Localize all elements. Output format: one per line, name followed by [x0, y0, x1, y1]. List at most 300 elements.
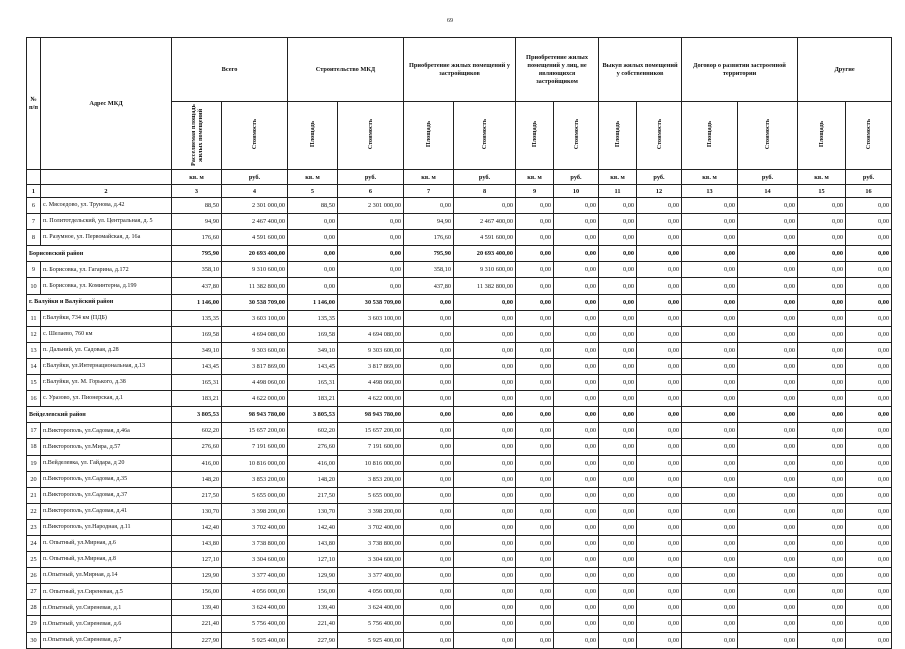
- value-cell: 0,00: [682, 246, 738, 262]
- value-cell: 0,00: [404, 358, 454, 374]
- value-cell: 9 303 600,00: [338, 342, 404, 358]
- value-cell: 0,00: [637, 198, 682, 214]
- row-number: 14: [27, 358, 41, 374]
- value-cell: 0,00: [516, 600, 554, 616]
- table-row: [27, 358, 892, 374]
- value-cell: 416,00: [172, 455, 222, 471]
- value-cell: 0,00: [846, 503, 892, 519]
- row-number: 28: [27, 600, 41, 616]
- address-cell: п.Опытный, ул.Сиреневая, д.6: [41, 616, 172, 632]
- value-cell: 0,00: [554, 375, 599, 391]
- header-sub-label: Площадь: [614, 121, 622, 148]
- value-cell: 5 756 400,00: [338, 616, 404, 632]
- header-sub-cell: [637, 102, 682, 170]
- address-cell: п.Викторополь, ул.Народная, д.11: [41, 519, 172, 535]
- value-cell: 0,00: [516, 310, 554, 326]
- value-cell: 0,00: [846, 616, 892, 632]
- column-number: 15: [798, 185, 846, 198]
- header-sub-cell: [222, 102, 288, 170]
- value-cell: 0,00: [798, 439, 846, 455]
- table-row: [27, 616, 892, 632]
- value-cell: 0,00: [846, 552, 892, 568]
- value-cell: 10 816 000,00: [338, 455, 404, 471]
- value-cell: 130,70: [288, 503, 338, 519]
- value-cell: 0,00: [404, 294, 454, 310]
- value-cell: 0,00: [599, 439, 637, 455]
- row-number: 17: [27, 423, 41, 439]
- value-cell: 0,00: [846, 439, 892, 455]
- value-cell: 0,00: [682, 487, 738, 503]
- value-cell: 0,00: [682, 198, 738, 214]
- value-cell: 0,00: [599, 342, 637, 358]
- value-cell: 227,90: [172, 632, 222, 648]
- value-cell: 0,00: [738, 423, 798, 439]
- value-cell: 3 377 400,00: [338, 568, 404, 584]
- value-cell: 0,00: [454, 632, 516, 648]
- value-cell: 0,00: [846, 310, 892, 326]
- value-cell: 2 467 400,00: [222, 214, 288, 230]
- value-cell: 0,00: [516, 391, 554, 407]
- value-cell: 0,00: [516, 616, 554, 632]
- value-cell: 143,80: [172, 535, 222, 551]
- header-sub-label: Стоимость: [367, 119, 374, 150]
- value-cell: 0,00: [682, 358, 738, 374]
- header-sub-label: Стоимость: [764, 119, 772, 150]
- value-cell: 276,60: [288, 439, 338, 455]
- value-cell: 0,00: [516, 262, 554, 278]
- value-cell: 0,00: [846, 568, 892, 584]
- value-cell: 0,00: [846, 358, 892, 374]
- value-cell: 0,00: [738, 375, 798, 391]
- value-cell: 0,00: [637, 519, 682, 535]
- value-cell: 0,00: [637, 439, 682, 455]
- value-cell: 0,00: [554, 535, 599, 551]
- value-cell: 0,00: [554, 568, 599, 584]
- value-cell: 183,21: [288, 391, 338, 407]
- value-cell: 0,00: [599, 471, 637, 487]
- value-cell: 0,00: [738, 342, 798, 358]
- value-cell: 0,00: [516, 535, 554, 551]
- value-cell: 0,00: [404, 342, 454, 358]
- address-cell: п. Дальний, ул. Садовая, д.28: [41, 342, 172, 358]
- value-cell: 0,00: [404, 503, 454, 519]
- header-group: Приобретение жилых помещений у застройщиков: [404, 38, 516, 102]
- table-row: [27, 487, 892, 503]
- value-cell: 0,00: [454, 342, 516, 358]
- value-cell: 0,00: [798, 584, 846, 600]
- value-cell: 15 657 200,00: [222, 423, 288, 439]
- address-cell: п. Опытный, ул.Мирная, д.6: [41, 535, 172, 551]
- value-cell: 0,00: [404, 407, 454, 423]
- value-cell: 15 657 200,00: [338, 423, 404, 439]
- value-cell: 0,00: [404, 423, 454, 439]
- value-cell: 0,00: [637, 632, 682, 648]
- row-number: 22: [27, 503, 41, 519]
- value-cell: 0,00: [516, 358, 554, 374]
- value-cell: 0,00: [798, 326, 846, 342]
- value-cell: 0,00: [454, 407, 516, 423]
- header-sub-label: Площадь: [706, 121, 714, 148]
- value-cell: 5 925 400,00: [222, 632, 288, 648]
- value-cell: 0,00: [738, 310, 798, 326]
- value-cell: 0,00: [338, 262, 404, 278]
- value-cell: 0,00: [338, 214, 404, 230]
- value-cell: 169,58: [172, 326, 222, 342]
- value-cell: 4 498 060,00: [222, 375, 288, 391]
- header-sub-cell: [404, 102, 454, 170]
- value-cell: 0,00: [288, 262, 338, 278]
- address-cell: п. Борисовка, ул. Гагарина, д.172: [41, 262, 172, 278]
- value-cell: 0,00: [798, 632, 846, 648]
- column-number: 16: [846, 185, 892, 198]
- district-name: г. Валуйки и Валуйский район: [27, 294, 172, 310]
- value-cell: 3 398 200,00: [222, 503, 288, 519]
- value-cell: 0,00: [554, 246, 599, 262]
- value-cell: 1 146,00: [288, 294, 338, 310]
- value-cell: 20 693 400,00: [222, 246, 288, 262]
- value-cell: 169,58: [288, 326, 338, 342]
- value-cell: 0,00: [682, 423, 738, 439]
- value-cell: 98 943 780,00: [338, 407, 404, 423]
- header-unit: кв. м: [288, 170, 338, 185]
- value-cell: 0,00: [738, 455, 798, 471]
- table-row: [27, 568, 892, 584]
- header-sub-cell: [682, 102, 738, 170]
- header-unit: кв. м: [516, 170, 554, 185]
- header-unit: руб.: [338, 170, 404, 185]
- value-cell: 227,90: [288, 632, 338, 648]
- value-cell: 7 191 600,00: [222, 439, 288, 455]
- value-cell: 0,00: [738, 632, 798, 648]
- value-cell: 0,00: [599, 198, 637, 214]
- table-row: [27, 455, 892, 471]
- value-cell: 0,00: [846, 326, 892, 342]
- value-cell: 142,40: [172, 519, 222, 535]
- value-cell: 0,00: [637, 278, 682, 294]
- row-number: 13: [27, 342, 41, 358]
- value-cell: 0,00: [554, 310, 599, 326]
- value-cell: 0,00: [846, 455, 892, 471]
- value-cell: 0,00: [637, 391, 682, 407]
- value-cell: 0,00: [454, 375, 516, 391]
- row-number: 20: [27, 471, 41, 487]
- value-cell: 0,00: [637, 600, 682, 616]
- address-cell: с. Уразово, ул. Пионерская, д.1: [41, 391, 172, 407]
- value-cell: 0,00: [798, 423, 846, 439]
- value-cell: 0,00: [454, 519, 516, 535]
- table-row: [27, 552, 892, 568]
- value-cell: 0,00: [637, 552, 682, 568]
- value-cell: 0,00: [516, 198, 554, 214]
- value-cell: 0,00: [404, 616, 454, 632]
- value-cell: 0,00: [682, 278, 738, 294]
- header-address: Адрес МКД: [41, 38, 172, 170]
- value-cell: 0,00: [798, 310, 846, 326]
- value-cell: 0,00: [738, 230, 798, 246]
- value-cell: 3 702 400,00: [222, 519, 288, 535]
- table-row: [27, 375, 892, 391]
- address-cell: п.Викторополь, ул.Садовая, д.37: [41, 487, 172, 503]
- value-cell: 0,00: [454, 568, 516, 584]
- header-group: Всего: [172, 38, 288, 102]
- value-cell: 3 817 869,00: [338, 358, 404, 374]
- value-cell: 0,00: [738, 246, 798, 262]
- value-cell: 0,00: [516, 503, 554, 519]
- table-row: [27, 391, 892, 407]
- table-row: [27, 519, 892, 535]
- value-cell: 0,00: [454, 584, 516, 600]
- value-cell: 0,00: [599, 407, 637, 423]
- value-cell: 176,60: [404, 230, 454, 246]
- address-cell: п.Викторополь, ул.Садовая, д.41: [41, 503, 172, 519]
- value-cell: 0,00: [599, 375, 637, 391]
- value-cell: 4 591 600,00: [222, 230, 288, 246]
- value-cell: 0,00: [599, 632, 637, 648]
- value-cell: 0,00: [637, 326, 682, 342]
- header-sub-cell: [738, 102, 798, 170]
- value-cell: 0,00: [554, 600, 599, 616]
- value-cell: 2 301 000,00: [222, 198, 288, 214]
- value-cell: 3 377 400,00: [222, 568, 288, 584]
- column-numbers-row: [27, 185, 892, 198]
- column-number: 10: [554, 185, 599, 198]
- value-cell: 3 738 800,00: [338, 535, 404, 551]
- row-number: 30: [27, 632, 41, 648]
- value-cell: 0,00: [637, 214, 682, 230]
- value-cell: 0,00: [637, 230, 682, 246]
- value-cell: 156,00: [288, 584, 338, 600]
- value-cell: 0,00: [738, 552, 798, 568]
- value-cell: 3 805,53: [172, 407, 222, 423]
- value-cell: 0,00: [554, 455, 599, 471]
- value-cell: 0,00: [798, 230, 846, 246]
- value-cell: 0,00: [554, 503, 599, 519]
- value-cell: 143,45: [172, 358, 222, 374]
- value-cell: 0,00: [404, 198, 454, 214]
- value-cell: 88,50: [172, 198, 222, 214]
- value-cell: 0,00: [738, 391, 798, 407]
- value-cell: 349,10: [288, 342, 338, 358]
- value-cell: 0,00: [288, 246, 338, 262]
- value-cell: 129,90: [172, 568, 222, 584]
- column-number: 2: [41, 185, 172, 198]
- value-cell: 0,00: [798, 568, 846, 584]
- table-row: [27, 262, 892, 278]
- value-cell: 0,00: [682, 294, 738, 310]
- value-cell: 0,00: [637, 535, 682, 551]
- header-groups-row: [27, 38, 892, 102]
- column-number: 12: [637, 185, 682, 198]
- value-cell: 148,20: [288, 471, 338, 487]
- value-cell: 5 925 400,00: [338, 632, 404, 648]
- value-cell: 0,00: [516, 342, 554, 358]
- value-cell: 139,40: [288, 600, 338, 616]
- header-sub-label: Расселяемая площадь жилых помещений: [189, 103, 204, 166]
- value-cell: 0,00: [404, 455, 454, 471]
- value-cell: 0,00: [846, 375, 892, 391]
- value-cell: 143,80: [288, 535, 338, 551]
- value-cell: 0,00: [738, 326, 798, 342]
- value-cell: 135,35: [288, 310, 338, 326]
- value-cell: 183,21: [172, 391, 222, 407]
- value-cell: 0,00: [516, 584, 554, 600]
- column-number: 1: [27, 185, 41, 198]
- value-cell: 2 301 000,00: [338, 198, 404, 214]
- value-cell: 0,00: [404, 439, 454, 455]
- value-cell: 0,00: [738, 616, 798, 632]
- value-cell: 0,00: [798, 294, 846, 310]
- value-cell: 0,00: [798, 535, 846, 551]
- row-number: 11: [27, 310, 41, 326]
- value-cell: 0,00: [637, 568, 682, 584]
- value-cell: 0,00: [846, 487, 892, 503]
- value-cell: 0,00: [637, 616, 682, 632]
- value-cell: 437,80: [172, 278, 222, 294]
- value-cell: 0,00: [404, 310, 454, 326]
- header-unit: руб.: [554, 170, 599, 185]
- value-cell: 0,00: [454, 487, 516, 503]
- row-number: 8: [27, 230, 41, 246]
- header-sub-label: Площадь: [309, 121, 316, 148]
- value-cell: 0,00: [554, 407, 599, 423]
- value-cell: 0,00: [846, 214, 892, 230]
- value-cell: 0,00: [682, 214, 738, 230]
- value-cell: 0,00: [554, 439, 599, 455]
- address-cell: п. Политотдельский, ул. Центральная, д. 5: [41, 214, 172, 230]
- value-cell: 0,00: [516, 407, 554, 423]
- value-cell: 130,70: [172, 503, 222, 519]
- value-cell: 0,00: [599, 519, 637, 535]
- value-cell: 0,00: [599, 535, 637, 551]
- value-cell: 0,00: [404, 326, 454, 342]
- value-cell: 98 943 780,00: [222, 407, 288, 423]
- value-cell: 0,00: [798, 375, 846, 391]
- value-cell: 5 655 000,00: [222, 487, 288, 503]
- value-cell: 0,00: [798, 455, 846, 471]
- value-cell: 0,00: [554, 471, 599, 487]
- value-cell: 0,00: [454, 552, 516, 568]
- value-cell: 0,00: [798, 503, 846, 519]
- value-cell: 3 817 869,00: [222, 358, 288, 374]
- value-cell: 0,00: [516, 326, 554, 342]
- value-cell: 5 655 000,00: [338, 487, 404, 503]
- column-number: 7: [404, 185, 454, 198]
- value-cell: 0,00: [798, 246, 846, 262]
- value-cell: 0,00: [599, 552, 637, 568]
- value-cell: 0,00: [454, 326, 516, 342]
- value-cell: 0,00: [454, 294, 516, 310]
- column-number: 6: [338, 185, 404, 198]
- value-cell: 0,00: [682, 310, 738, 326]
- value-cell: 0,00: [338, 246, 404, 262]
- value-cell: 4 591 600,00: [454, 230, 516, 246]
- value-cell: 0,00: [516, 230, 554, 246]
- value-cell: 0,00: [516, 568, 554, 584]
- value-cell: 0,00: [738, 278, 798, 294]
- value-cell: 4 622 000,00: [338, 391, 404, 407]
- row-number: 9: [27, 262, 41, 278]
- value-cell: 9 303 600,00: [222, 342, 288, 358]
- value-cell: 0,00: [637, 375, 682, 391]
- value-cell: 0,00: [516, 423, 554, 439]
- address-cell: с. Мясоедово, ул. Трунова, д.42: [41, 198, 172, 214]
- row-number: 24: [27, 535, 41, 551]
- value-cell: 0,00: [682, 568, 738, 584]
- value-cell: 0,00: [798, 391, 846, 407]
- address-cell: п. Разумное, ул. Первомайская, д. 16а: [41, 230, 172, 246]
- value-cell: 276,60: [172, 439, 222, 455]
- value-cell: 4 056 000,00: [338, 584, 404, 600]
- value-cell: 0,00: [846, 246, 892, 262]
- value-cell: 4 622 000,00: [222, 391, 288, 407]
- value-cell: 0,00: [599, 616, 637, 632]
- value-cell: 795,90: [172, 246, 222, 262]
- header-sub-cell: [516, 102, 554, 170]
- column-number: 5: [288, 185, 338, 198]
- value-cell: 0,00: [846, 535, 892, 551]
- value-cell: 0,00: [516, 552, 554, 568]
- value-cell: 4 694 080,00: [222, 326, 288, 342]
- table-row: [27, 535, 892, 551]
- address-cell: п.Опытный, ул.Сиреневая, д.1: [41, 600, 172, 616]
- header-sub-cell: [798, 102, 846, 170]
- address-cell: с. Шелаево, 760 км: [41, 326, 172, 342]
- value-cell: 0,00: [798, 198, 846, 214]
- value-cell: 0,00: [798, 600, 846, 616]
- value-cell: 0,00: [288, 214, 338, 230]
- value-cell: 0,00: [554, 358, 599, 374]
- value-cell: 0,00: [554, 423, 599, 439]
- column-number: 9: [516, 185, 554, 198]
- value-cell: 0,00: [682, 230, 738, 246]
- address-cell: г.Валуйки, 734 км (ПДБ): [41, 310, 172, 326]
- value-cell: 0,00: [637, 487, 682, 503]
- value-cell: 217,50: [172, 487, 222, 503]
- value-cell: 0,00: [682, 519, 738, 535]
- value-cell: 0,00: [738, 584, 798, 600]
- value-cell: 0,00: [738, 503, 798, 519]
- value-cell: 0,00: [516, 439, 554, 455]
- row-number: 23: [27, 519, 41, 535]
- header-sub-label: Стоимость: [865, 119, 873, 150]
- value-cell: 0,00: [682, 600, 738, 616]
- value-cell: 0,00: [599, 262, 637, 278]
- value-cell: 165,31: [172, 375, 222, 391]
- value-cell: 143,45: [288, 358, 338, 374]
- value-cell: 0,00: [554, 230, 599, 246]
- table-row: [27, 198, 892, 214]
- table-row: [27, 632, 892, 648]
- value-cell: 0,00: [454, 198, 516, 214]
- header-units-row: [27, 170, 892, 185]
- value-cell: 0,00: [738, 198, 798, 214]
- value-cell: 0,00: [554, 294, 599, 310]
- row-number: 15: [27, 375, 41, 391]
- value-cell: 165,31: [288, 375, 338, 391]
- header-sub-label: Стоимость: [481, 119, 489, 150]
- value-cell: 0,00: [554, 342, 599, 358]
- table-row: [27, 423, 892, 439]
- value-cell: 0,00: [798, 616, 846, 632]
- header-sub-cell: [288, 102, 338, 170]
- district-subtotal-row: [27, 294, 892, 310]
- value-cell: 0,00: [454, 535, 516, 551]
- value-cell: 0,00: [637, 423, 682, 439]
- row-number: 26: [27, 568, 41, 584]
- value-cell: 0,00: [338, 278, 404, 294]
- value-cell: 0,00: [516, 471, 554, 487]
- value-cell: 88,50: [288, 198, 338, 214]
